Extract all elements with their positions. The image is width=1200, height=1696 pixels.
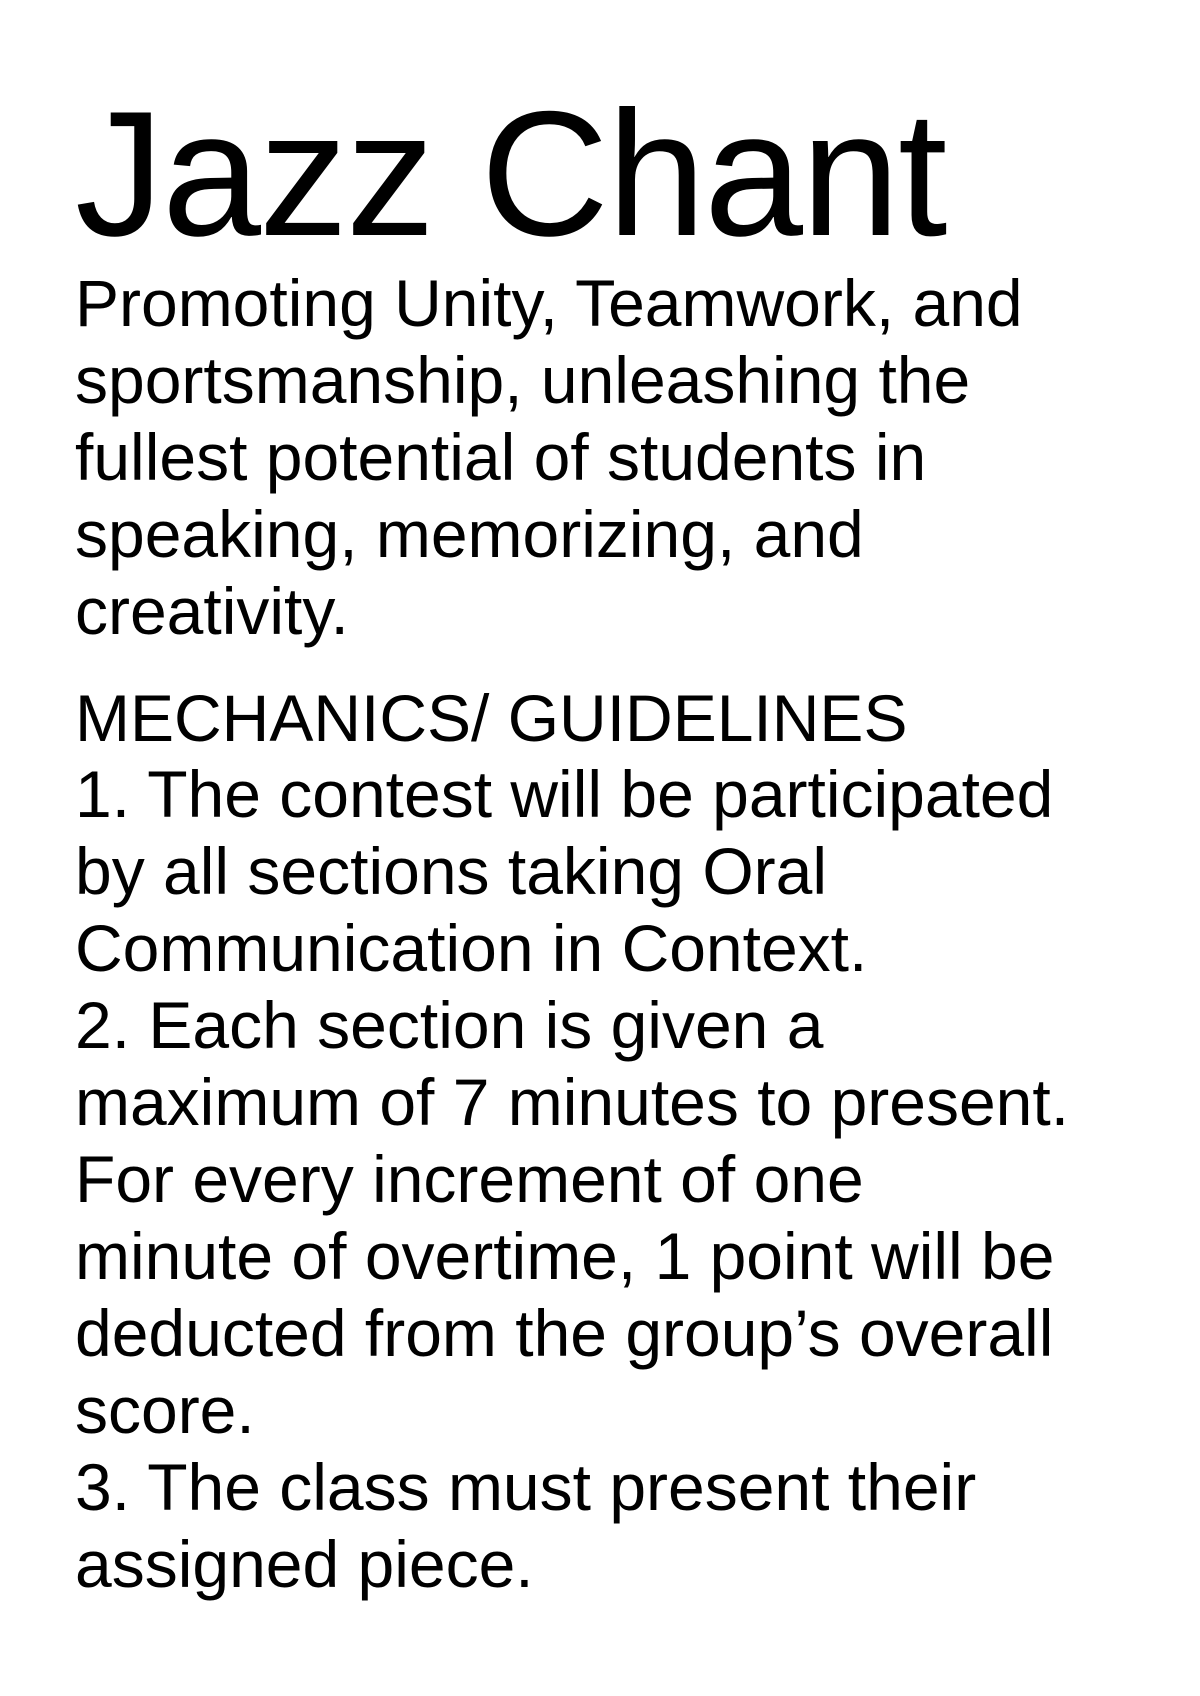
guideline-line: 3. The class must present their (75, 1450, 977, 1524)
intro-paragraph (75, 265, 1075, 650)
intro-line: fullest potential of students in (75, 420, 927, 494)
mechanics-heading: MECHANICS/ GUIDELINES (75, 681, 908, 755)
guideline-line: Communication in Context. (75, 911, 868, 985)
intro-line: creativity. (75, 574, 349, 648)
guideline-line: deducted from the group’s overall (75, 1296, 1054, 1370)
guideline-line: by all sections taking Oral (75, 834, 828, 908)
guidelines-list (75, 756, 1175, 1603)
intro-line: sportsmanship, unleashing the (75, 343, 971, 417)
guideline-line: assigned piece. (75, 1527, 534, 1601)
guideline-line: 1. The contest will be participated (75, 757, 1054, 831)
guideline-line: maximum of 7 minutes to present. (75, 1065, 1070, 1139)
intro-line: Promoting Unity, Teamwork, and (75, 266, 1023, 340)
document-title: Jazz Chant (75, 74, 946, 273)
guideline-line: score. (75, 1373, 255, 1447)
intro-line: speaking, memorizing, and (75, 497, 864, 571)
guideline-line: For every increment of one (75, 1142, 864, 1216)
guideline-line: 2. Each section is given a (75, 988, 824, 1062)
guideline-line: minute of overtime, 1 point will be (75, 1219, 1055, 1293)
